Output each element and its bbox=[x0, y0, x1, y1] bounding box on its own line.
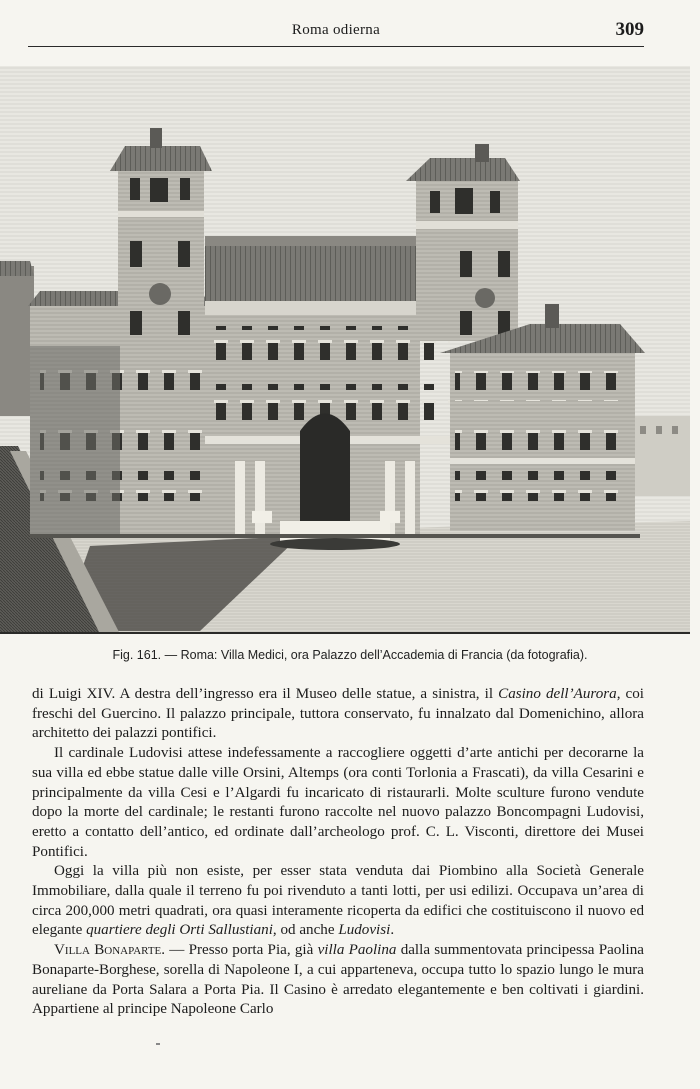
text-segment: , od anche bbox=[272, 922, 339, 939]
figure-illustration bbox=[0, 66, 690, 634]
italic-segment: villa Paolina bbox=[317, 942, 397, 959]
text-segment: Il cardinale Ludovisi attese indefessamente a raccogliere oggetti d’arte antichi per decorarne la sua villa ed ebbe statue dalle ville Orsini, Altemps (ora conti Torlonia a Frascati), da villa Cesarini e principalmente da villa Cesi e l’Algardi fu incaricato di ristaurarli. Molte sculture furono vendute dopo la morte del cardinale; le restanti furono raccolte nel nuovo palazzo Boncompagni Ludovisi, eretto a contatto dell’antico, ed ordinate dall’archeologo prof. C. L. Visconti, direttore dei Musei Pontifici. bbox=[32, 745, 644, 860]
italic-segment: quartiere degli Orti Sallustiani bbox=[86, 922, 273, 939]
text-segment: Oggi la villa più non esiste, per esser stata venduta dai Piombino alla Società Generale Immobiliare, dalla quale il terreno fu poi rivenduto a tanti lotti, per usi edilizi. Occupava un’area di circa 200,000 metri quadrati, ora quasi interamente ricoperta da edifici che costituiscono il nuovo ed elegante bbox=[32, 863, 644, 939]
paragraph-2 bbox=[32, 744, 644, 862]
figure-caption: Fig. 161. — Roma: Villa Medici, ora Palazzo dell’Accademia di Francia (da fotografia). bbox=[112, 648, 588, 662]
text-segment: . bbox=[390, 922, 395, 939]
running-title: Roma odierna bbox=[291, 22, 381, 38]
text-segment: . — Presso porta Pia, già bbox=[161, 942, 318, 959]
italic-segment: Ludovisi bbox=[338, 922, 391, 939]
paragraph-1 bbox=[32, 685, 644, 744]
text-segment: di Luigi XIV. A destra dell’ingresso era il Museo delle statue, a sinistra, il bbox=[32, 686, 499, 702]
villa-medici-engraving bbox=[0, 66, 690, 634]
text-segment: , coi freschi del Guercino. Il palazzo principale, tuttora conservato, fu innalzato dal Domenichino, allora architetto dei palazzi pontifici. bbox=[32, 686, 644, 742]
page-header bbox=[28, 18, 644, 47]
paragraph-4 bbox=[32, 941, 644, 1020]
page-number: 309 bbox=[615, 19, 644, 40]
paragraph-3 bbox=[32, 862, 644, 941]
text-segment: dalla summentovata principessa Paolina Bonaparte-Borghese, sorella di Napoleone I, a cui apparteneva, occupa tutto lo spazio lungo le mura aureliane da Porta Salara a Porta Pia. Il Casino è arredato elegantemente e ben coltivati i giardini. Appartiene al principe Napoleone Carlo bbox=[32, 942, 644, 1018]
italic-segment: Casino dell’Aurora bbox=[498, 686, 617, 702]
printer-mark bbox=[156, 1043, 160, 1045]
smallcaps-segment: Villa Bonaparte bbox=[54, 942, 162, 959]
body-text bbox=[32, 685, 644, 1020]
